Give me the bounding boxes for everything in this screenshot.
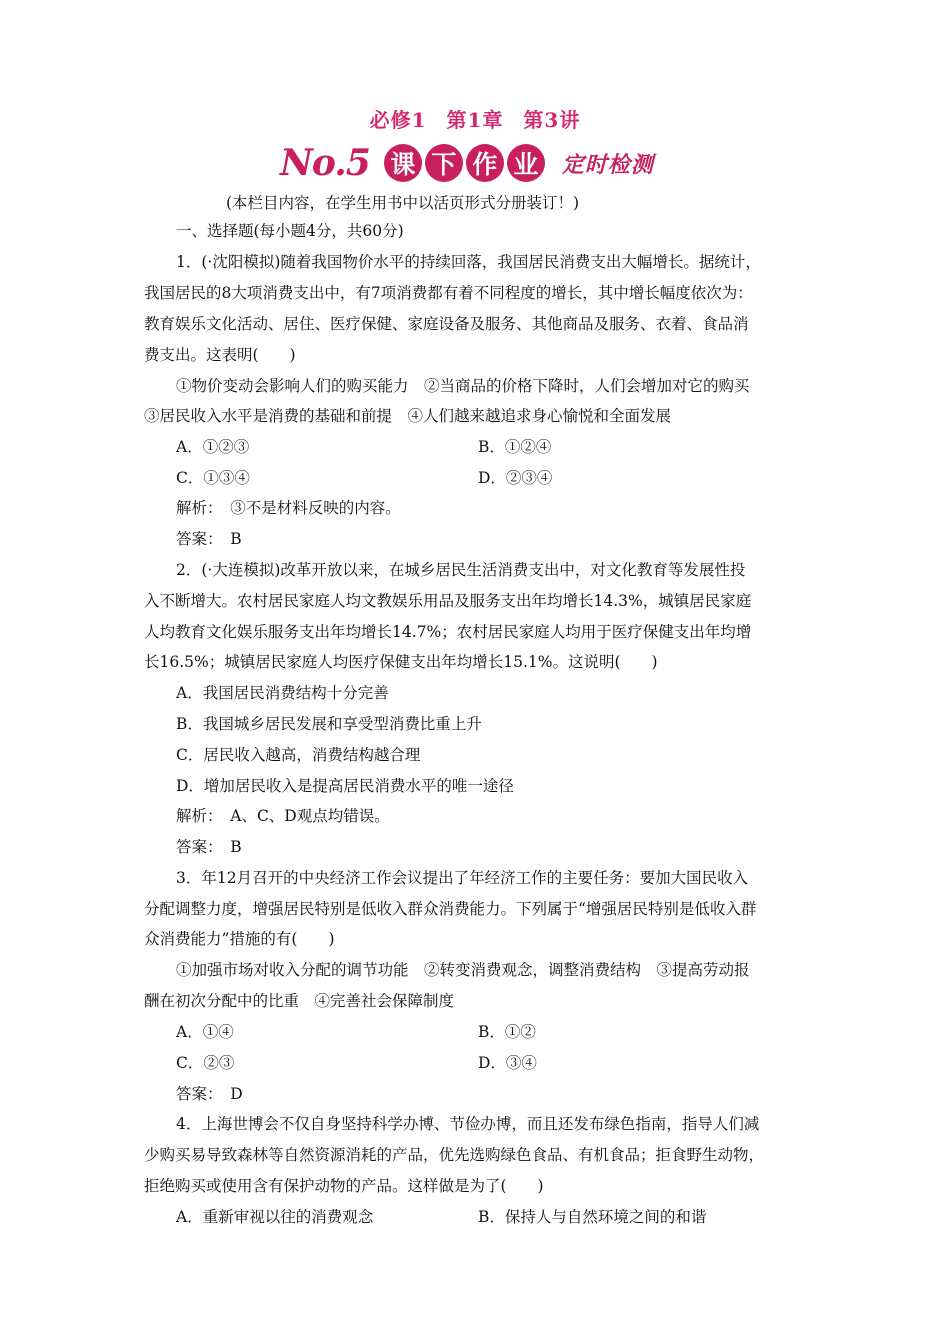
binding-note: (本栏目内容，在学生用书中以活页形式分册装订！) [226,194,580,212]
q4-option-a: A．重新审视以往的消费观念 [176,1208,374,1226]
q3-option-c: C．②③ [176,1054,235,1072]
q1-answer: 答案： B [176,530,242,548]
section-heading: 一、选择题(每小题4分，共60分) [176,222,404,240]
q1-option-c: C．①③④ [176,469,250,487]
q2-answer: 答案： B [176,838,242,856]
q1-statement: ③居民收入水平是消费的基础和前提 ④人们越来越追求身心愉悦和全面发展 [144,407,672,425]
q1-stem-line: 教育娱乐文化活动、居住、医疗保健、家庭设备及服务、其他商品及服务、衣着、食品消 [144,315,749,333]
q2-stem-line: 2．(·大连模拟)改革开放以来，在城乡居民生活消费支出中，对文化教育等发展性投 [176,561,746,579]
q1-analysis: 解析： ③不是材料反映的内容。 [176,499,401,517]
q2-stem-line: 长16.5%；城镇居民家庭人均医疗保健支出年均增长15.1%。这说明( ) [144,653,658,671]
q1-stem-line: 我国居民的8大项消费支出中，有7项消费都有着不同程度的增长，其中增长幅度依次为： [144,284,753,302]
q1-option-d: D．②③④ [478,469,553,487]
banner-subtitle: 定时检测 [561,152,654,178]
banner-circle-char: 课 [384,144,422,182]
q2-stem-line: 人均教育文化娱乐服务支出年均增长14.7%；农村居民家庭人均用于医疗保健支出年均增 [144,623,752,641]
q2-option-c: C．居民收入越高，消费结构越合理 [176,746,421,764]
q2-stem-line: 入不断增大。农村居民家庭人均文教娱乐用品及服务支出年均增长14.3%，城镇居民家庭 [144,592,752,610]
banner-number: No.5 [280,142,370,184]
q1-statement: ①物价变动会影响人们的购买能力 ②当商品的价格下降时，人们会增加对它的购买 [176,377,750,395]
q2-analysis: 解析： A、C、D观点均错误。 [176,807,390,825]
banner-circle-char: 业 [507,144,545,182]
q4-stem-line: 少购买易导致森林等自然资源消耗的产品，优先选购绿色食品、有机食品；拒食野生动物， [144,1146,765,1164]
title-part: 必修1 [369,108,427,132]
title-part: 第1章 [446,108,504,132]
q4-option-b: B．保持人与自然环境之间的和谐 [478,1208,707,1226]
q4-stem-line: 4．上海世博会不仅自身坚持科学办博、节俭办博，而且还发布绿色指南，指导人们减 [176,1115,760,1133]
q3-stem-line: 3．年12月召开的中央经济工作会议提出了年经济工作的主要任务：要加大国民收入 [176,869,749,887]
q3-answer: 答案： D [176,1085,243,1103]
page-title [0,104,950,133]
q1-option-b: B．①②④ [478,438,552,456]
q3-option-d: D．③④ [478,1054,537,1072]
title-part: 第3讲 [523,108,581,132]
banner-circle-char: 作 [466,144,504,182]
q1-stem-line: 1．(·沈阳模拟)随着我国物价水平的持续回落，我国居民消费支出大幅增长。据统计， [176,253,761,271]
q2-option-a: A．我国居民消费结构十分完善 [176,684,389,702]
q2-option-d: D．增加居民收入是提高居民消费水平的唯一途径 [176,777,514,795]
q3-option-b: B．①② [478,1023,536,1041]
q2-option-b: B．我国城乡居民发展和享受型消费比重上升 [176,715,482,733]
q1-stem-line: 费支出。这表明( ) [144,346,296,364]
q3-statement: 酬在初次分配中的比重 ④完善社会保障制度 [144,992,455,1010]
banner-circle-char: 下 [425,144,463,182]
q3-stem-line: 分配调整力度，增强居民特别是低收入群众消费能力。下列属于“增强居民特别是低收入群 [144,900,757,918]
q3-stem-line: 众消费能力”措施的有( ) [144,930,335,948]
q3-statement: ①加强市场对收入分配的调节功能 ②转变消费观念，调整消费结构 ③提高劳动报 [176,961,750,979]
homework-banner [280,140,654,186]
q3-option-a: A．①④ [176,1023,234,1041]
q1-option-a: A．①②③ [176,438,250,456]
q4-stem-line: 拒绝购买或使用含有保护动物的产品。这样做是为了( ) [144,1177,544,1195]
